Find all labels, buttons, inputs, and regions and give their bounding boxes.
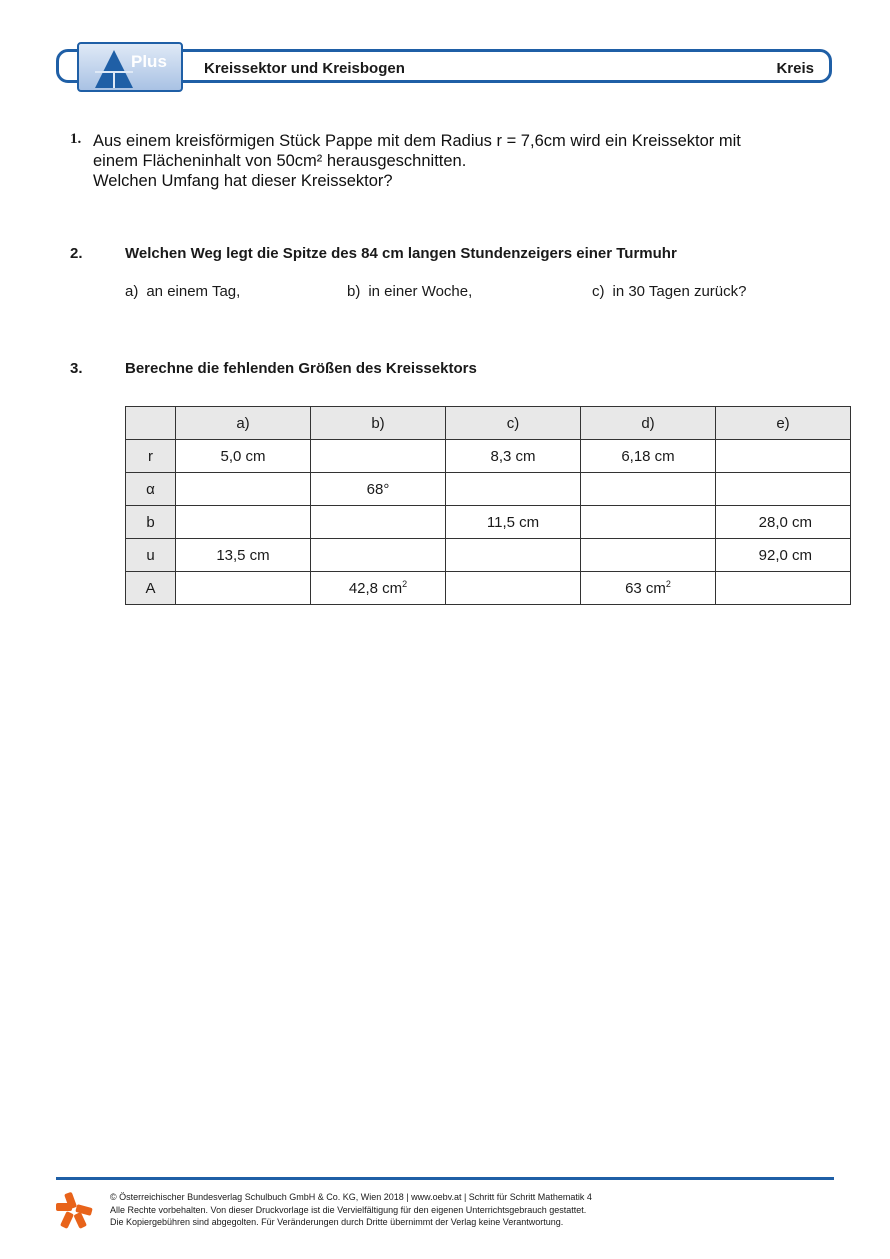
option-label: b) [347,283,361,300]
table-cell [581,506,716,539]
task1-line: Welchen Umfang hat dieser Kreissektor? [93,172,393,190]
table-cell [581,539,716,572]
column-header: d) [581,407,716,440]
table-row [126,572,851,605]
table-cell [446,473,581,506]
table-cell [716,440,851,473]
table-row [126,539,851,572]
footer-copyright [110,1191,592,1229]
table-row [126,473,851,506]
table-cell [176,473,311,506]
cell-value: 42,8 cm [348,580,403,597]
table-cell: 5,0 cm [176,440,311,473]
table-cell [716,473,851,506]
table-cell [581,572,716,605]
option-text: in einer Woche, [368,283,473,300]
footer-line: Die Kopiergebühren sind abgegolten. Für Veränderungen durch Dritte übernimmt der Verlag keine Verantwortung. [110,1217,564,1227]
table-cell [311,539,446,572]
sector-table [125,406,851,605]
task3-number: 3. [70,360,83,377]
footer-line: © Österreichischer Bundesverlag Schulbuch GmbH & Co. KG, Wien 2018 | www.oebv.at | Schritt für Schritt Mathematik 4 [110,1192,592,1202]
task2-text: Welchen Weg legt die Spitze des 84 cm langen Stundenzeigers einer Turmuhr [125,245,677,262]
task1-number: 1. [70,131,82,147]
table-cell: 92,0 cm [716,539,851,572]
logo-label: Plus [131,52,167,71]
row-label: u [126,539,176,572]
row-label: A [126,572,176,605]
option-text: an einem Tag, [146,283,241,300]
footer-divider [56,1177,834,1180]
task2-option-c [592,283,746,300]
task1-text [93,131,741,191]
table-cell: 8,3 cm [446,440,581,473]
column-header: c) [446,407,581,440]
table-cell [581,473,716,506]
table-cell [446,572,581,605]
row-label: b [126,506,176,539]
table-cell [311,506,446,539]
footer-line: Alle Rechte vorbehalten. Von dieser Druckvorlage ist die Vervielfältigung für den eigenen Unterrichtsgebrauch gestattet. [110,1204,587,1215]
task3-text: Berechne die fehlenden Größen des Kreissektors [125,360,477,377]
row-label: α [126,473,176,506]
superscript: 2 [402,579,408,589]
row-label: r [126,440,176,473]
table-cell: 6,18 cm [581,440,716,473]
table-row [126,506,851,539]
superscript: 2 [665,579,671,589]
table-cell [716,572,851,605]
task1-line: einem Flächeninhalt von 50cm² herausgeschnitten. [93,152,467,170]
column-header: e) [716,407,851,440]
task2-option-a [125,283,240,300]
task2-option-b [347,283,472,300]
option-label: a) [125,283,139,300]
column-header: b) [311,407,446,440]
table-cell [311,572,446,605]
table-cell [311,440,446,473]
publisher-logo [54,1190,94,1235]
column-header: a) [176,407,311,440]
table-cell: 68° [311,473,446,506]
table-cell [176,572,311,605]
table-cell: 13,5 cm [176,539,311,572]
task2-number: 2. [70,245,83,262]
page-topic: Kreis [776,60,814,77]
publisher-star-icon [54,1190,94,1230]
table-corner-cell [126,407,176,440]
table-cell [176,506,311,539]
task1-line: Aus einem kreisförmigen Stück Pappe mit dem Radius r = 7,6cm wird ein Kreissektor mit [93,132,741,150]
plus-logo [77,42,183,92]
table-cell [446,539,581,572]
option-text: in 30 Tagen zurück? [612,283,747,300]
table-header-row [126,407,851,440]
table-row [126,440,851,473]
cell-value: 63 cm [625,580,666,597]
page-title: Kreissektor und Kreisbogen [204,60,405,77]
table-cell: 11,5 cm [446,506,581,539]
option-label: c) [592,283,605,300]
table-cell: 28,0 cm [716,506,851,539]
